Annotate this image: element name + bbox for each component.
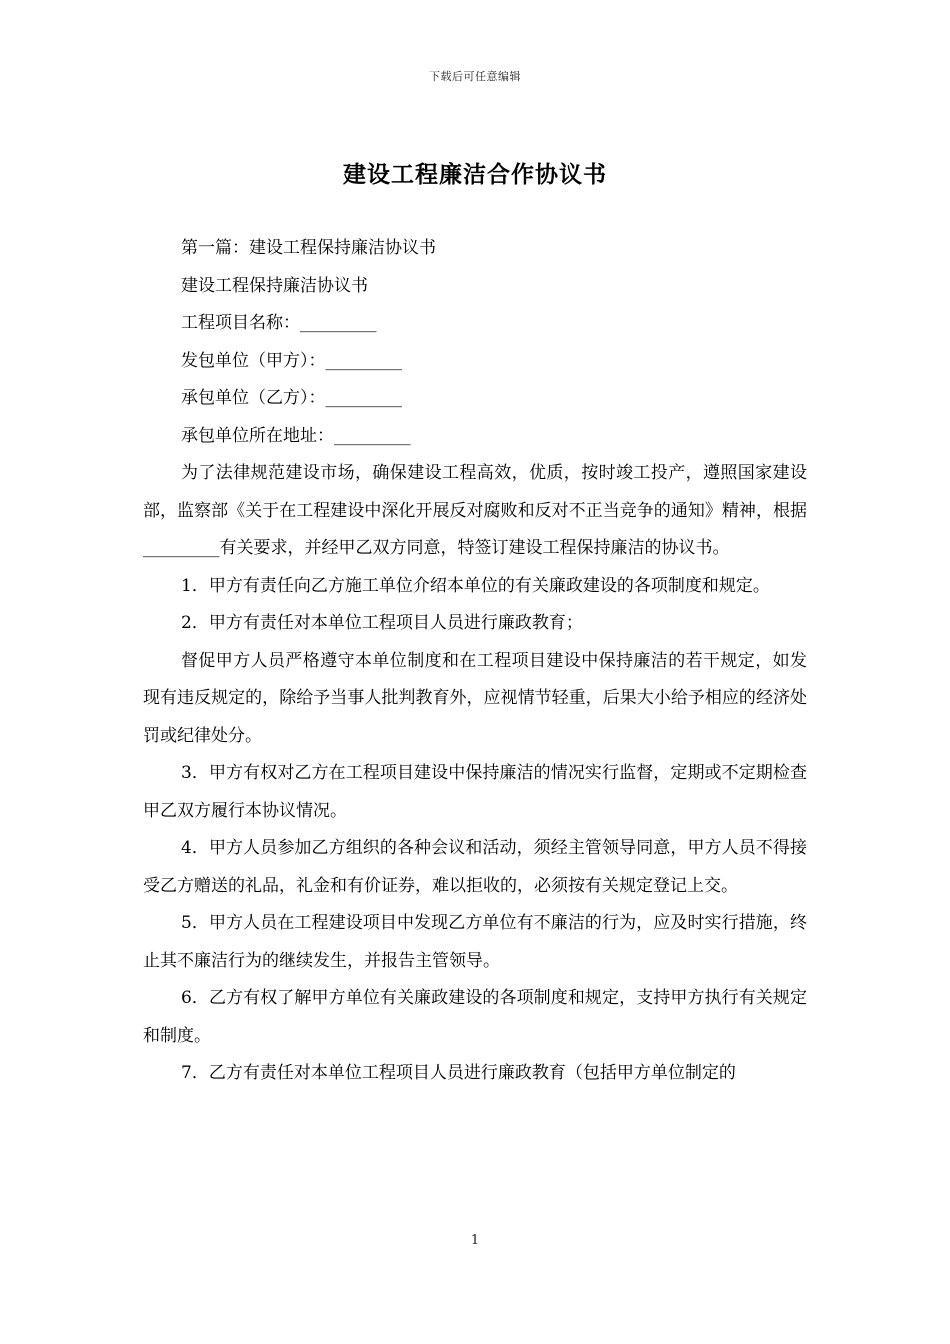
heading-line: 建设工程保持廉洁协议书	[181, 275, 368, 296]
page-number: 1	[470, 1233, 480, 1248]
clause-paragraph: 6．乙方有权了解甲方单位有关廉政建设的各项制度和规定，支持甲方执行有关规定和制度。	[143, 988, 807, 1046]
document-title: 建设工程廉洁合作协议书	[343, 161, 607, 188]
party-b-field: 承包单位（乙方）：_________	[181, 388, 402, 408]
clause-paragraph: 督促甲方人员严格遵守本单位制度和在工程项目建设中保持廉洁的若干规定，如发现有违反规定的，除给予当事人批判教育外，应视情节轻重，后果大小给予相应的经济处罚或纪律处分。	[143, 650, 807, 746]
clause-paragraph: 7．乙方有责任对本单位工程项目人员进行廉政教育（包括甲方单位制定的	[181, 1063, 736, 1083]
heading-line: 第一篇：建设工程保持廉洁协议书	[181, 238, 436, 258]
preamble-paragraph: 为了法律规范建设市场，确保建设工程高效，优质，按时竣工投产，遵照国家建设部，监察部《关于在工程建设中深化开展反对腐败和反对不正当竞争的通知》精神，根据_________有关要求，并经甲乙双方同意，特签订建设工程保持廉洁的协议书。	[143, 463, 807, 558]
clause-paragraph: 5．甲方人员在工程建设项目中发现乙方单位有不廉洁的行为，应及时实行措施，终止其不廉洁行为的继续发生，并报告主管领导。	[143, 913, 807, 971]
party-b-address-field: 承包单位所在地址：_________	[181, 425, 411, 446]
page-header-note: 下载后可任意编辑	[429, 70, 521, 83]
project-name-field: 工程项目名称：_________	[181, 313, 377, 333]
clause-paragraph: 3．甲方有权对乙方在工程项目建设中保持廉洁的情况实行监督，定期或不定期检查甲乙双方履行本协议情况。	[143, 763, 807, 821]
clause-paragraph: 4．甲方人员参加乙方组织的各种会议和活动，须经主管领导同意，甲方人员不得接受乙方赠送的礼品，礼金和有价证券，难以拒收的，必须按有关规定登记上交。	[143, 838, 807, 896]
party-a-field: 发包单位（甲方）：_________	[181, 350, 402, 371]
clause-paragraph: 1．甲方有责任向乙方施工单位介绍本单位的有关廉政建设的各项制度和规定。	[181, 575, 770, 596]
clause-paragraph: 2．甲方有责任对本单位工程项目人员进行廉政教育；	[181, 613, 583, 633]
document-body	[143, 230, 807, 1093]
